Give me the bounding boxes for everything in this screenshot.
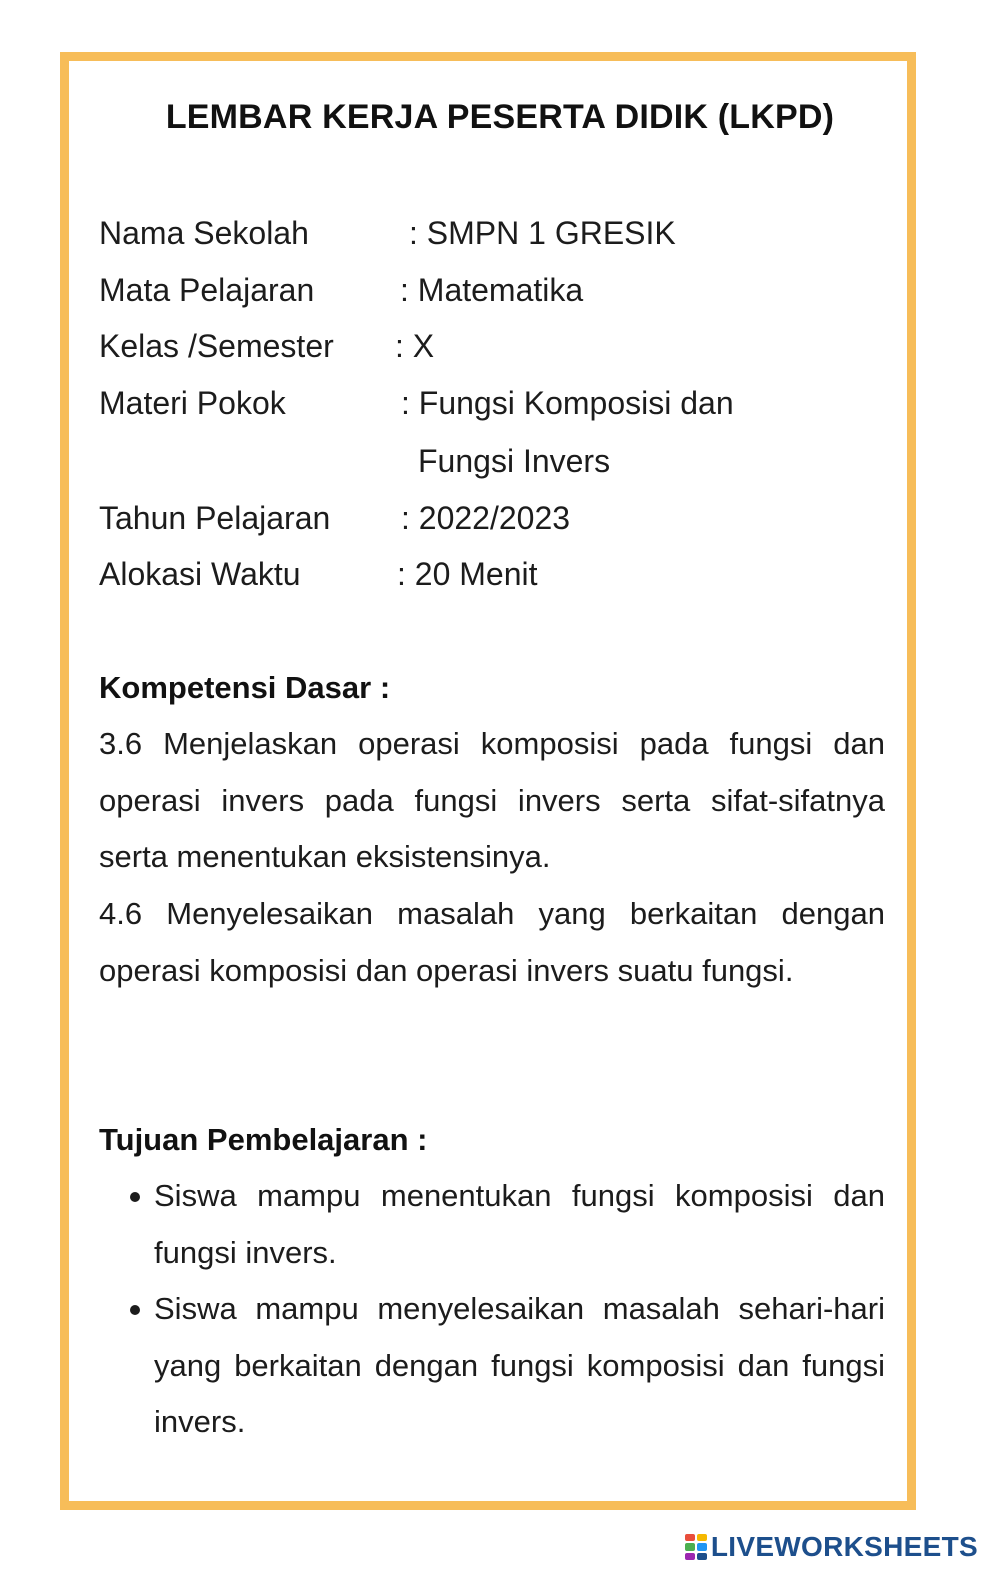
kompetensi-item-4-6: 4.6 Menyelesaikan masalah yang berkaitan dengan operasi komposisi dan operasi invers suatu fungsi. (99, 896, 885, 988)
kompetensi-heading: Kompetensi Dasar : (99, 670, 391, 705)
info-value-kelas-semester: : X (395, 328, 435, 364)
page-title: LEMBAR KERJA PESERTA DIDIK (LKPD) (165, 98, 835, 136)
tujuan-item-text: Siswa mampu menyelesaikan masalah sehari-hari yang berkaitan dengan fungsi komposisi dan fungsi invers. (154, 1291, 885, 1439)
info-value-nama-sekolah: : SMPN 1 GRESIK (409, 215, 676, 251)
info-label-kelas-semester: Kelas /Semester (99, 328, 334, 364)
liveworksheets-logo-icon (685, 1534, 707, 1560)
info-label-tahun-pelajaran: Tahun Pelajaran (99, 500, 331, 536)
bullet-icon (130, 1305, 140, 1315)
info-value-materi-pokok: : Fungsi Komposisi dan (401, 385, 734, 421)
info-value-materi-pokok-cont: Fungsi Invers (418, 443, 611, 479)
info-label-mata-pelajaran: Mata Pelajaran (99, 272, 315, 308)
kompetensi-item-3-6: 3.6 Menjelaskan operasi komposisi pada fungsi dan operasi invers pada fungsi invers serta sifat-sifatnya serta menentukan eksistensinya. (99, 726, 885, 874)
tujuan-item-text: Siswa mampu menentukan fungsi komposisi dan fungsi invers. (154, 1178, 885, 1270)
liveworksheets-brand-text: LIVEWORKSHEETS (710, 1531, 978, 1562)
tujuan-heading: Tujuan Pembelajaran : (99, 1122, 428, 1157)
tujuan-list-item (154, 1281, 885, 1451)
info-label-alokasi-waktu: Alokasi Waktu (99, 556, 301, 592)
info-value-alokasi-waktu: : 20 Menit (397, 556, 538, 592)
liveworksheets-watermark (685, 1530, 978, 1564)
info-value-tahun-pelajaran: : 2022/2023 (401, 500, 571, 536)
info-label-nama-sekolah: Nama Sekolah (99, 215, 309, 251)
info-value-mata-pelajaran: : Matematika (400, 272, 584, 308)
bullet-icon (130, 1192, 140, 1202)
tujuan-list-item (154, 1168, 885, 1281)
info-label-materi-pokok: Materi Pokok (99, 385, 286, 421)
